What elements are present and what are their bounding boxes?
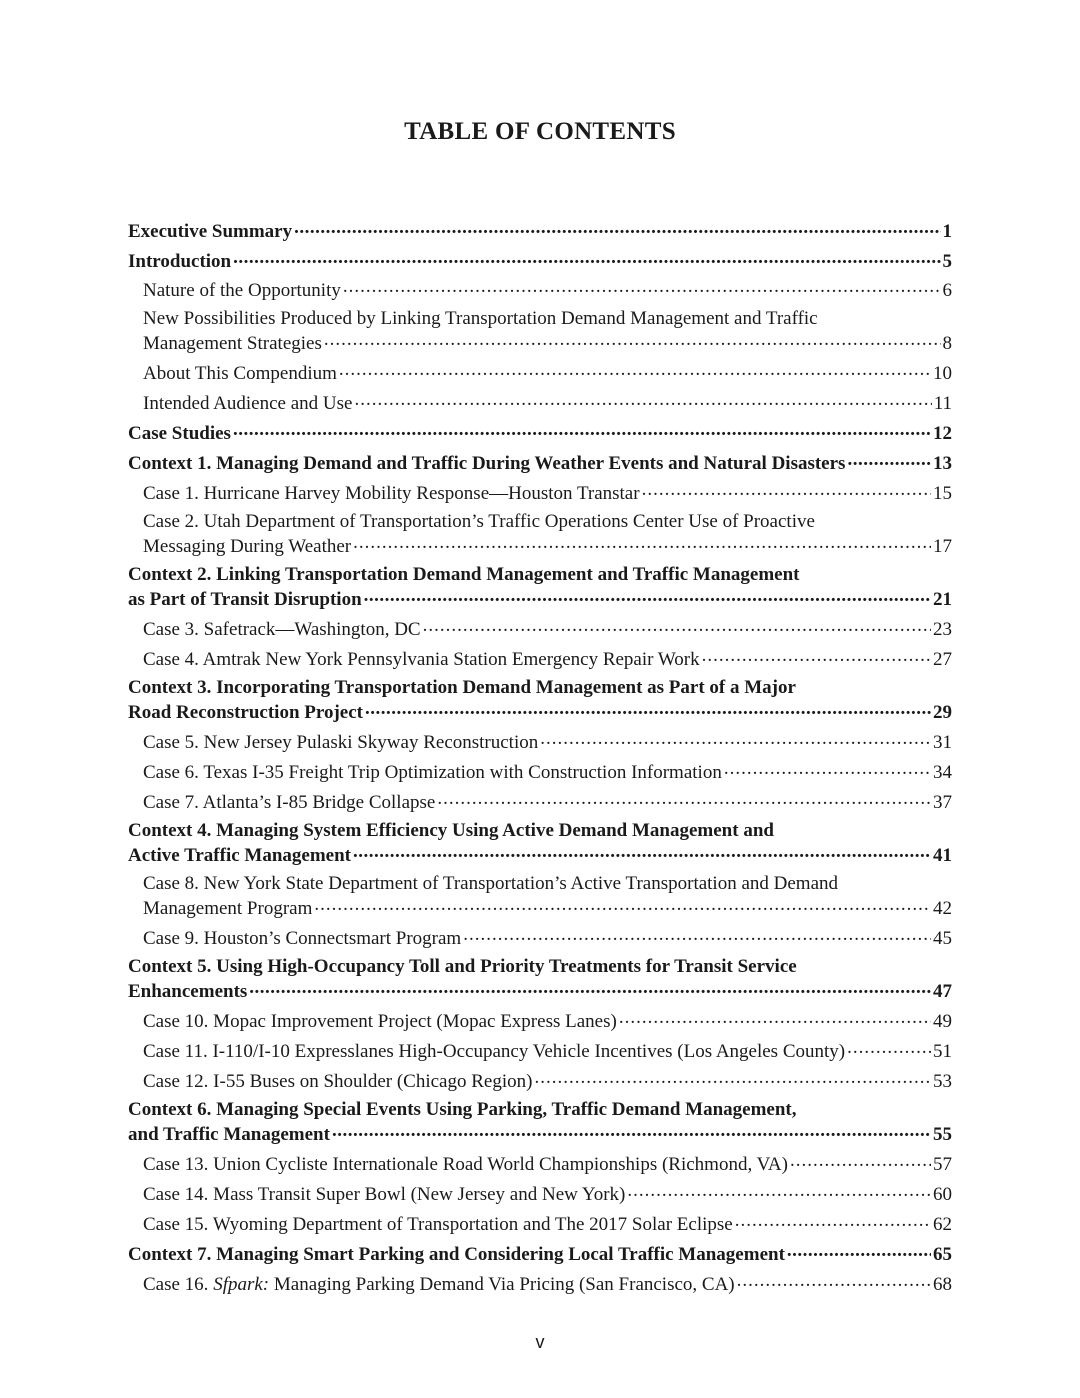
toc-page-number: 57 — [933, 1154, 952, 1175]
toc-page-number: 15 — [933, 483, 952, 504]
dot-leader — [619, 1008, 931, 1027]
dot-leader — [339, 360, 931, 379]
toc-page-number: 11 — [933, 393, 952, 414]
toc-entry-case-11[interactable] — [128, 1038, 952, 1063]
toc-entry-context-5[interactable] — [128, 955, 952, 1003]
toc-entry-label: as Part of Transit Disruption — [128, 589, 362, 610]
toc-entry-label: Messaging During Weather — [143, 536, 352, 557]
toc-entry-case-1[interactable] — [128, 480, 952, 505]
toc-entry-label-line1: Context 2. Linking Transportation Demand Management and Traffic Management — [128, 564, 800, 585]
toc-page-number: 55 — [933, 1124, 952, 1145]
toc-page-number: 45 — [933, 928, 952, 949]
toc-entry-label: Introduction — [128, 251, 232, 272]
dot-leader — [249, 978, 931, 997]
toc-entry-case-13[interactable] — [128, 1151, 952, 1176]
dot-leader — [354, 390, 931, 409]
toc-entry-label: Road Reconstruction Project — [128, 702, 363, 723]
toc-entry-label: Case 10. Mopac Improvement Project (Mopac Express Lanes) — [143, 1011, 617, 1032]
dot-leader — [353, 842, 931, 861]
toc-entry-label: Context 1. Managing Demand and Traffic During Weather Events and Natural Disasters — [128, 453, 846, 474]
dot-leader — [233, 248, 940, 267]
toc-entry-label: Case 1. Hurricane Harvey Mobility Response—Houston Transtar — [143, 483, 640, 504]
toc-page-number: 8 — [942, 333, 952, 354]
toc-entry-intended-audience[interactable] — [128, 390, 952, 415]
case-title: Managing Parking Demand Via Pricing (San Francisco, CA) — [273, 1274, 735, 1295]
toc-entry-label — [143, 1273, 735, 1296]
toc-entry-case-14[interactable] — [128, 1181, 952, 1206]
dot-leader — [702, 646, 931, 665]
toc-entry-label: Case 14. Mass Transit Super Bowl (New Jersey and New York) — [143, 1184, 626, 1205]
toc-page-number: 29 — [933, 702, 952, 723]
case-number: Case 16. — [143, 1274, 209, 1295]
toc-entry-label-line1: Context 3. Incorporating Transportation Demand Management as Part of a Major — [128, 677, 796, 698]
dot-leader — [787, 1241, 931, 1260]
dot-leader — [534, 1068, 931, 1087]
toc-entry-case-2[interactable] — [128, 510, 952, 558]
dot-leader — [353, 533, 931, 552]
toc-entry-label-line1: Context 6. Managing Special Events Using Parking, Traffic Demand Management, — [128, 1099, 797, 1120]
toc-entry-label: Case 12. I-55 Buses on Shoulder (Chicago Region) — [143, 1071, 533, 1092]
italic-title: Sfpark: — [213, 1274, 270, 1295]
toc-page-number: 10 — [933, 363, 952, 384]
toc-entry-case-15[interactable] — [128, 1211, 952, 1236]
toc-page-number: 37 — [933, 792, 952, 813]
dot-leader — [294, 218, 940, 237]
toc-entry-case-9[interactable] — [128, 925, 952, 950]
toc-entry-label: Case 11. I-110/I-10 Expresslanes High-Occupancy Vehicle Incentives (Los Angeles County) — [143, 1041, 846, 1062]
toc-entry-label: About This Compendium — [143, 363, 337, 384]
dot-leader — [233, 420, 931, 439]
toc-page-number: 5 — [942, 251, 952, 272]
toc-page-number: 47 — [933, 981, 952, 1002]
toc-page-number: 31 — [933, 732, 952, 753]
toc-entry-context-2[interactable] — [128, 563, 952, 611]
toc-entry-label-line1: Case 8. New York State Department of Transportation’s Active Transportation and Demand — [143, 873, 839, 894]
toc-entry-case-studies[interactable] — [128, 420, 952, 445]
toc-page-number: 49 — [933, 1011, 952, 1032]
toc-page-number: 53 — [933, 1071, 952, 1092]
toc-page-number: 12 — [933, 423, 952, 444]
toc-entry-label: Enhancements — [128, 981, 248, 1002]
dot-leader — [343, 277, 941, 296]
toc-entry-label: Case 4. Amtrak New York Pennsylvania Station Emergency Repair Work — [143, 649, 700, 670]
dot-leader — [724, 759, 931, 778]
toc-page-number: 41 — [933, 845, 952, 866]
toc-page-number: 1 — [942, 221, 952, 242]
toc-page-number: 34 — [933, 762, 952, 783]
dot-leader — [332, 1121, 931, 1140]
toc-entry-context-7[interactable] — [128, 1241, 952, 1266]
toc-entry-label: Case 7. Atlanta’s I-85 Bridge Collapse — [143, 792, 436, 813]
toc-entry-executive-summary[interactable] — [128, 218, 952, 243]
dot-leader — [423, 616, 931, 635]
toc-entry-nature-of-opportunity[interactable] — [128, 277, 952, 302]
toc-entry-about-compendium[interactable] — [128, 360, 952, 385]
toc-entry-label: Case 13. Union Cycliste Internationale Road World Championships (Richmond, VA) — [143, 1154, 788, 1175]
toc-entry-label: Nature of the Opportunity — [143, 280, 341, 301]
dot-leader — [365, 699, 931, 718]
page-number: v — [535, 1332, 545, 1352]
page-title: TABLE OF CONTENTS — [404, 118, 676, 145]
toc-entry-label: Context 7. Managing Smart Parking and Considering Local Traffic Management — [128, 1244, 785, 1265]
toc-entry-introduction[interactable] — [128, 248, 952, 273]
toc-entry-label: Case Studies — [128, 423, 231, 444]
dot-leader — [735, 1211, 931, 1230]
toc-entry-case-6[interactable] — [128, 759, 952, 784]
toc-page-number: 42 — [933, 898, 952, 919]
dot-leader — [437, 789, 931, 808]
toc-entry-label: Management Strategies — [143, 333, 322, 354]
toc-page-number: 68 — [933, 1274, 952, 1295]
toc-entry-label: Case 9. Houston’s Connectsmart Program — [143, 928, 462, 949]
toc-entry-case-5[interactable] — [128, 729, 952, 754]
toc-page-number: 51 — [933, 1041, 952, 1062]
toc-entry-case-4[interactable] — [128, 646, 952, 671]
dot-leader — [737, 1271, 931, 1290]
dot-leader — [324, 330, 941, 349]
dot-leader — [642, 480, 931, 499]
toc-entry-context-6[interactable] — [128, 1098, 952, 1146]
toc-entry-case-10[interactable] — [128, 1008, 952, 1033]
toc-entry-label: Management Program — [143, 898, 313, 919]
toc-entry-case-3[interactable] — [128, 616, 952, 641]
toc-entry-label-line1: Context 5. Using High-Occupancy Toll and Priority Treatments for Transit Service — [128, 956, 797, 977]
toc-entry-case-8[interactable] — [128, 872, 952, 920]
toc-page-number: 65 — [933, 1244, 952, 1265]
toc-entry-label: Case 5. New Jersey Pulaski Skyway Reconstruction — [143, 732, 539, 753]
dot-leader — [847, 450, 931, 469]
toc-page-number: 21 — [933, 589, 952, 610]
toc-entry-case-7[interactable] — [128, 789, 952, 814]
toc-entry-case-12[interactable] — [128, 1068, 952, 1093]
dot-leader — [847, 1038, 931, 1057]
toc-page-number: 60 — [933, 1184, 952, 1205]
toc-page-number: 17 — [933, 536, 952, 557]
toc-entry-new-possibilities[interactable] — [128, 307, 952, 355]
dot-leader — [627, 1181, 931, 1200]
dot-leader — [364, 586, 931, 605]
toc-entry-context-1[interactable] — [128, 450, 952, 475]
toc-entry-label: Case 6. Texas I-35 Freight Trip Optimization with Construction Information — [143, 762, 722, 783]
dot-leader — [540, 729, 931, 748]
toc-entry-case-16[interactable] — [128, 1271, 952, 1296]
toc-page-number: 6 — [942, 280, 952, 301]
toc-entry-label: Case 3. Safetrack—Washington, DC — [143, 619, 421, 640]
toc-entry-label: Intended Audience and Use — [143, 393, 353, 414]
toc-entry-context-3[interactable] — [128, 676, 952, 724]
toc-page-number: 13 — [933, 453, 952, 474]
toc-entry-label: and Traffic Management — [128, 1124, 330, 1145]
toc-entry-label: Case 15. Wyoming Department of Transportation and The 2017 Solar Eclipse — [143, 1214, 733, 1235]
toc-entry-context-4[interactable] — [128, 819, 952, 867]
toc-entry-label-line1: New Possibilities Produced by Linking Transportation Demand Management and Traffic — [143, 308, 818, 329]
toc-entry-label-line1: Context 4. Managing System Efficiency Using Active Demand Management and — [128, 820, 774, 841]
dot-leader — [314, 895, 931, 914]
dot-leader — [463, 925, 931, 944]
table-of-contents — [128, 218, 952, 1296]
toc-page-number: 23 — [933, 619, 952, 640]
toc-entry-label: Executive Summary — [128, 221, 293, 242]
toc-page-number: 27 — [933, 649, 952, 670]
dot-leader — [790, 1151, 931, 1170]
toc-page-number: 62 — [933, 1214, 952, 1235]
toc-entry-label: Active Traffic Management — [128, 845, 351, 866]
toc-entry-label-line1: Case 2. Utah Department of Transportation’s Traffic Operations Center Use of Proactive — [143, 511, 815, 532]
